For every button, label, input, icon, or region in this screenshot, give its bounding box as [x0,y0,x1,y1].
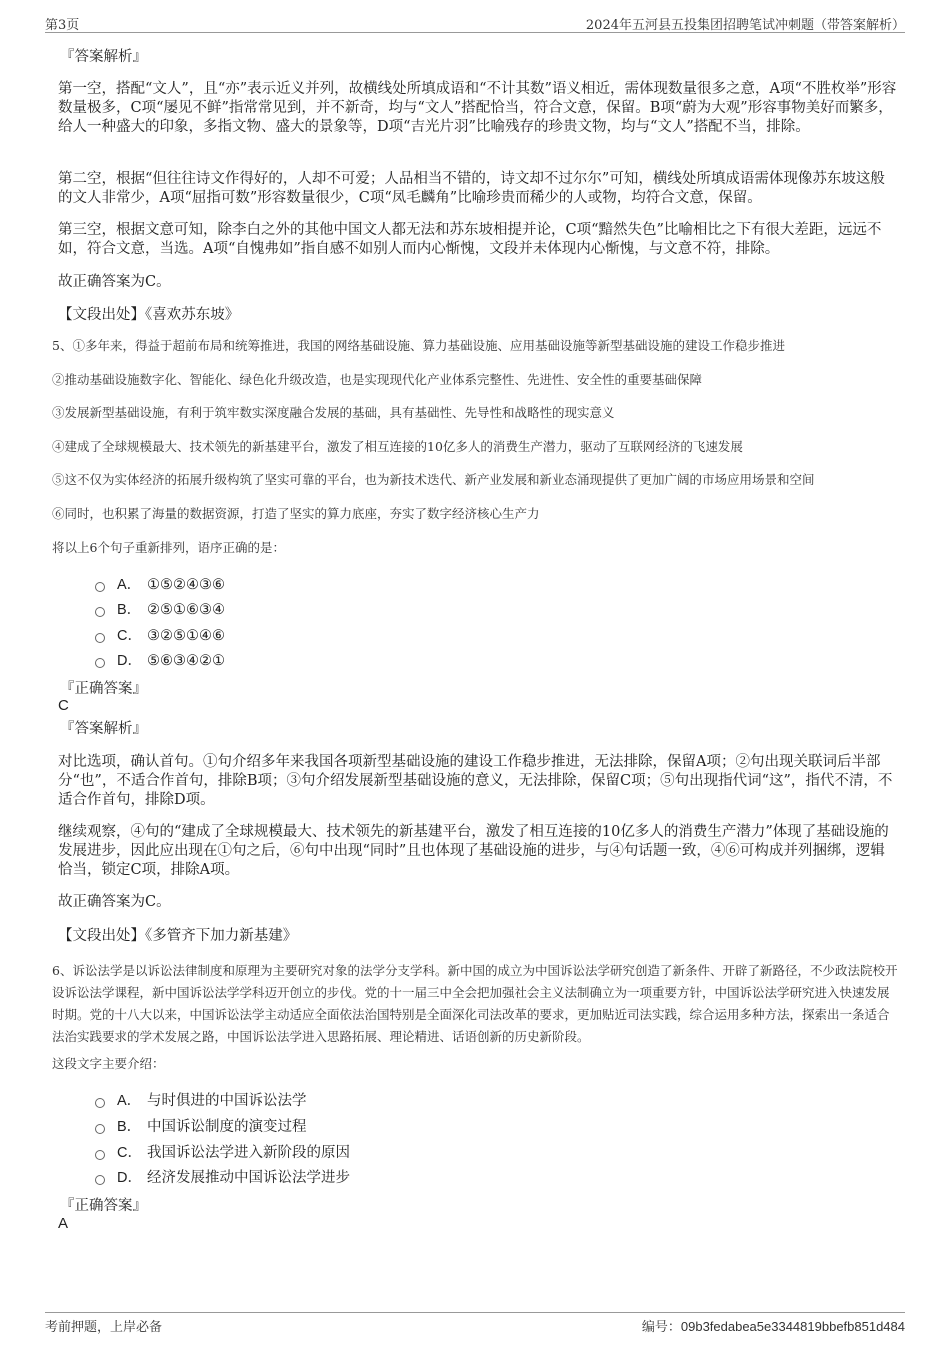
q6-option-a[interactable]: A． 与时俱进的中国诉讼法学 [95,1091,307,1111]
q5-analysis-label: 『答案解析』 [60,721,147,737]
q5-option-d[interactable]: D． ⑤⑥③④②① [95,651,225,671]
radio-icon[interactable] [95,607,105,617]
q6-option-d[interactable]: D． 经济发展推动中国诉讼法学进步 [95,1168,350,1188]
q4-analysis-para1: 第一空，搭配“文人”，且“亦”表示近义并列，故横线处所填成语和“不计其数”语义相近，需体现数量很多之意，A项“不胜枚举”形容数量极多，C项“屡见不鲜”指常常见到，并不新奇，均与“文人”搭配恰当，符合文意，保留。B项“蔚为大观”形容事物美好而繁多，给人一种盛大的印象，多指文物、盛大的景象等，D项“吉光片羽”比喻残存的珍贵文物，均与“文人”搭配不当，排除。 [58,81,897,135]
page-number: 第3页 [45,18,80,33]
q5-analysis-para2: 继续观察，④句的“建成了全球规模最大、技术领先的新基建平台，激发了相互连接的10亿多人的消费生产潜力”体现了基础设施的发展进步，因此应出现在①句之后，⑥句中出现“同时”且也体现了基础设施的进步，与④句话题一致，④⑥可构成并列捆绑，逻辑恰当，锁定C项，排除A项。 [58,824,889,878]
q5-analysis-para1: 对比选项，确认首句。①句介绍多年来我国各项新型基础设施的建设工作稳步推进，无法排除，保留A项；②句出现关联词后半部分“也”，不适合作首句，排除B项；③句介绍发展新型基础设施的意义，无法排除，保留C项；⑤句出现指代词“这”，指代不清，不适合作首句，排除D项。 [58,754,893,808]
q6-option-c[interactable]: C． 我国诉讼法学进入新阶段的原因 [95,1143,350,1163]
q5-sentence-6: ⑥同时，也积累了海量的数据资源，打造了坚实的算力底座，夯实了数字经济核心生产力 [52,506,540,521]
footer-code: 09b3fedabea5e3344819bbefb851d484 [680,1319,905,1334]
q5-answer: C [58,697,69,714]
page-footer [45,1312,905,1337]
q5-option-b[interactable]: B． ②⑤①⑥③④ [95,600,225,620]
q5-prompt: 将以上6个句子重新排列，语序正确的是： [52,540,285,555]
radio-icon[interactable] [95,1098,105,1108]
q6-option-b[interactable]: B． 中国诉讼制度的演变过程 [95,1117,307,1137]
q4-source: 【文段出处】《喜欢苏东坡》 [58,307,240,323]
radio-icon[interactable] [95,1150,105,1160]
q5-answer-label: 『正确答案』 [60,681,147,697]
q5-conclusion: 故正确答案为C。 [58,894,171,910]
page-header [45,12,905,33]
q5-sentence-3: ③发展新型基础设施，有利于筑牢数实深度融合发展的基础，具有基础性、先导性和战略性的现实意义 [52,405,615,420]
radio-icon[interactable] [95,582,105,592]
footer-code-label: 编号： [641,1320,681,1335]
q5-source: 【文段出处】《多管齐下加力新基建》 [58,928,298,944]
radio-icon[interactable] [95,1175,105,1185]
q4-analysis-para2: 第二空，根据“但往往诗文作得好的，人却不可爱；人品相当不错的，诗文却不过尔尔”可知，横线处所填成语需体现像苏东坡这般的文人非常少，A项“屈指可数”形容数量很少，C项“凤毛麟角”比喻珍贵而稀少的人或物，均符合文意，保留。 [58,171,885,206]
q6-prompt: 这段文字主要介绍： [52,1056,165,1071]
radio-icon[interactable] [95,1124,105,1134]
q5-option-a[interactable]: A． ①⑤②④③⑥ [95,575,225,595]
q6-answer-label: 『正确答案』 [60,1198,147,1214]
radio-icon[interactable] [95,633,105,643]
q4-analysis-label: 『答案解析』 [60,49,147,65]
q6-stem: 6、诉讼法学是以诉讼法律制度和原理为主要研究对象的法学分支学科。新中国的成立为中国诉讼法学研究创造了新条件、开辟了新路径，不少政法院校开设诉讼法学课程，新中国诉讼法学学科迈开创立的步伐。党的十一届三中全会把加强社会主义法制确立为一项重要方针，中国诉讼法学研究进入快速发展时期。党的十八大以来，中国诉讼法学主动适应全面依法治国特别是全面深化司法改革的要求，更加贴近司法实践，综合运用多种方法，探索出一条适合法治实践要求的学术发展之路，中国诉讼法学进入思路拓展、理论精进、话语创新的历史新阶段。 [52,963,898,1044]
q4-analysis-para3: 第三空，根据文意可知，除李白之外的其他中国文人都无法和苏东坡相提并论，C项“黯然失色”比喻相比之下有很大差距，远远不如，符合文意，当选。A项“自愧弗如”指自感不如别人而内心惭愧，文段并未体现内心惭愧，与文意不符，排除。 [58,222,882,257]
q5-sentence-5: ⑤这不仅为实体经济的拓展升级构筑了坚实可靠的平台，也为新技术迭代、新产业发展和新业态涌现提供了更加广阔的市场应用场景和空间 [52,472,815,487]
q5-sentence-4: ④建成了全球规模最大、技术领先的新基建平台，激发了相互连接的10亿多人的消费生产潜力，驱动了互联网经济的飞速发展 [52,439,743,454]
document-title: 2024年五河县五投集团招聘笔试冲刺题（带答案解析） [585,18,905,33]
q5-option-c[interactable]: C． ③②⑤①④⑥ [95,626,225,646]
q5-sentence-2: ②推动基础设施数字化、智能化、绿色化升级改造，也是实现现代化产业体系完整性、先进性、安全性的重要基础保障 [52,372,703,387]
footer-code-wrap [642,1316,905,1335]
radio-icon[interactable] [95,658,105,668]
footer-slogan: 考前押题，上岸必备 [45,1320,163,1335]
q6-answer: A [58,1215,69,1232]
q4-conclusion: 故正确答案为C。 [58,274,171,290]
q5-sentence-1: 5、①多年来，得益于超前布局和统筹推进，我国的网络基础设施、算力基础设施、应用基础设施等新型基础设施的建设工作稳步推进 [52,338,785,353]
